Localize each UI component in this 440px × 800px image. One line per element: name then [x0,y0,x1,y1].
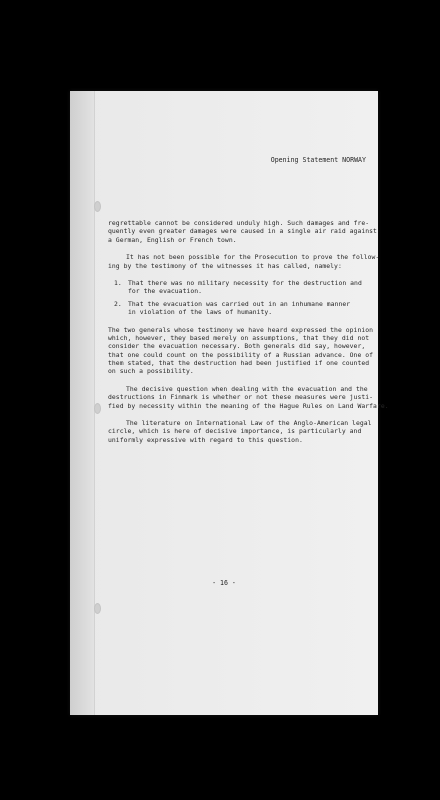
list-item [108,300,366,317]
paragraph [108,325,374,376]
text-line: fied by necessity within the meaning of the Hague Rules on Land Warfare. [108,401,389,410]
text-line: ing by the testimony of the witnesses it has called, namely: [108,261,342,270]
text-line: that one could count on the possibility of a Russian advance. One of [108,350,374,359]
text-line: The decisive question when dealing with the evacuation and the [126,384,368,393]
text-line: which, however, they based merely on assumptions, that they did not [108,333,370,342]
list-item-number: 1. [114,278,122,287]
text-line: for the evacuation. [128,287,203,296]
text-line: regrettable cannot be considered unduly high. Such damages and fre- [108,219,370,227]
text-line: The two generals whose testimony we have heard expressed the opinion [108,325,374,334]
page-binding-edge [70,91,95,715]
page-number: - 16 - [212,579,236,587]
list-item [108,279,366,296]
document-page [70,91,389,715]
list-item-number: 2. [114,299,122,308]
paragraph [108,219,377,244]
punch-hole [94,403,101,414]
text-line: in violation of the laws of humanity. [128,308,273,317]
text-line: them stated, that the destruction had been justified if one counted [108,359,370,368]
text-line: on such a possibility. [108,367,194,376]
paragraph [108,419,372,444]
document-body [108,219,389,444]
text-line: destructions in Finmark is whether or not these measures were justi- [108,393,374,402]
text-line: It has not been possible for the Prosecution to prove the follow- [126,253,380,262]
text-line: consider the evacuation necessary. Both generals did say, however, [108,342,366,351]
paragraph [108,384,389,410]
punch-hole [94,603,101,614]
paragraph [108,253,380,270]
punch-hole [94,201,101,212]
text-line: uniformly expressive with regard to this question. [108,435,303,444]
text-line: The literature on International Law of the Anglo-American legal [126,419,372,428]
text-line: a German, English or French town. [108,235,237,244]
text-line: That the evacuation was carried out in an inhumane manner [128,299,351,308]
document-header: Opening Statement NORWAY [270,156,366,164]
text-line: That there was no military necessity for the destruction and [128,278,362,287]
text-line: quently even greater damages were caused in a single air raid against [108,227,377,236]
text-line: circle, which is here of decisive importance, is particularly and [108,427,362,436]
